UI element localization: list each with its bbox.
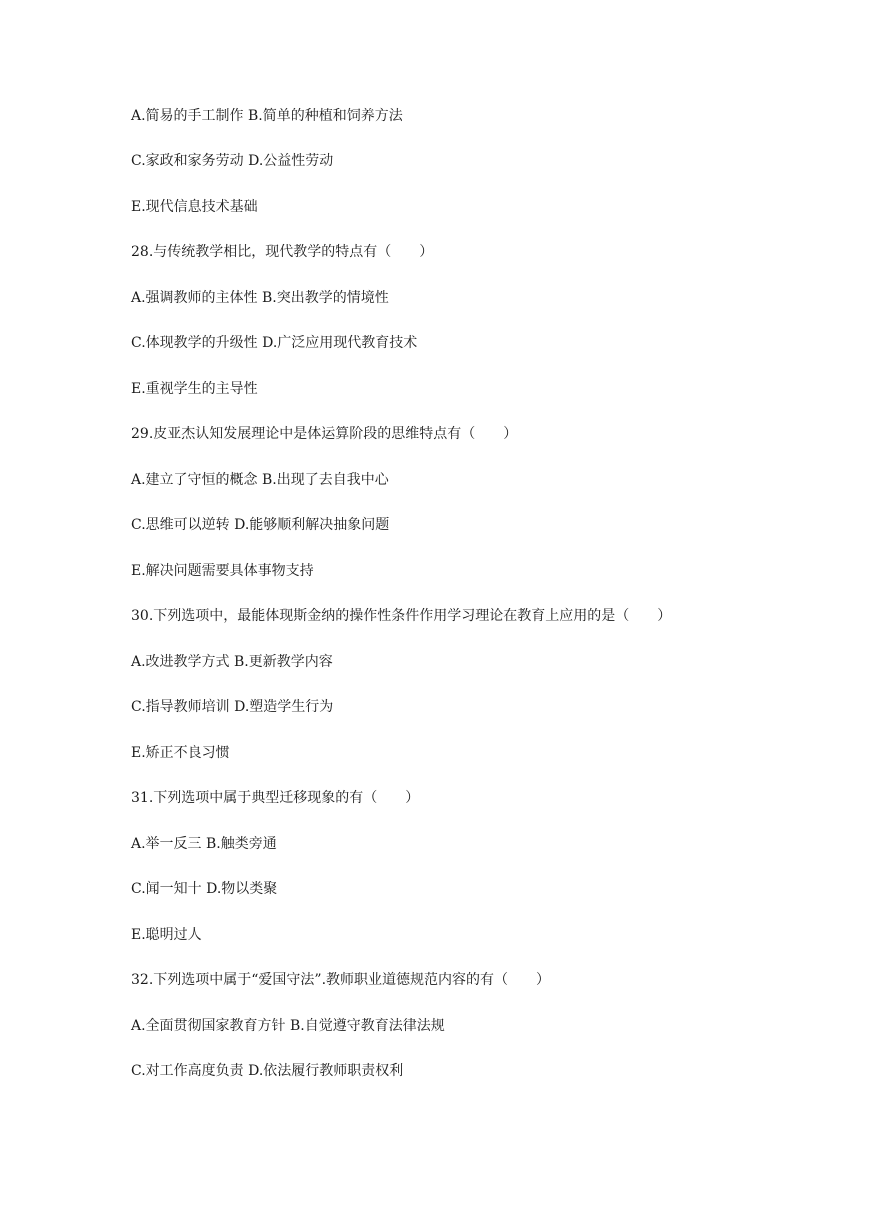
option-line-30-e: E.矫正不良习惯 bbox=[131, 745, 230, 761]
option-line-31-e: E.聪明过人 bbox=[131, 927, 202, 943]
option-line-28-e: E.重视学生的主导性 bbox=[131, 381, 258, 397]
option-line-29-e: E.解决问题需要具体事物支持 bbox=[131, 563, 314, 579]
option-line-31-ab: A.举一反三 B.触类旁通 bbox=[131, 836, 277, 852]
option-line-29-ab: A.建立了守恒的概念 B.出现了去自我中心 bbox=[131, 472, 389, 488]
option-line-28-ab: A.强调教师的主体性 B.突出教学的情境性 bbox=[131, 290, 389, 306]
option-line-32-cd: C.对工作高度负责 D.依法履行教师职责权利 bbox=[131, 1063, 404, 1079]
question-32: 32.下列选项中属于“爱国守法”.教师职业道德规范内容的有（ ） bbox=[131, 972, 551, 988]
option-line-30-ab: A.改进教学方式 B.更新教学内容 bbox=[131, 654, 333, 670]
option-line-27-e: E.现代信息技术基础 bbox=[131, 199, 258, 215]
option-line-27-cd: C.家政和家务劳动 D.公益性劳动 bbox=[131, 153, 334, 169]
question-30: 30.下列选项中，最能体现斯金纳的操作性条件作用学习理论在教育上应用的是（ ） bbox=[131, 608, 672, 624]
option-line-29-cd: C.思维可以逆转 D.能够顺利解决抽象问题 bbox=[131, 517, 390, 533]
option-line-31-cd: C.闻一知十 D.物以类聚 bbox=[131, 881, 278, 897]
option-line-27-ab: A.简易的手工制作 B.简单的种植和饲养方法 bbox=[131, 108, 403, 124]
option-line-30-cd: C.指导教师培训 D.塑造学生行为 bbox=[131, 699, 334, 715]
question-28: 28.与传统教学相比，现代教学的特点有（ ） bbox=[131, 244, 434, 260]
question-29: 29.皮亚杰认知发展理论中是体运算阶段的思维特点有（ ） bbox=[131, 426, 518, 442]
option-line-32-ab: A.全面贯彻国家教育方针 B.自觉遵守教育法律法规 bbox=[131, 1018, 445, 1034]
option-line-28-cd: C.体现教学的升级性 D.广泛应用现代教育技术 bbox=[131, 335, 418, 351]
question-31: 31.下列选项中属于典型迁移现象的有（ ） bbox=[131, 790, 420, 806]
